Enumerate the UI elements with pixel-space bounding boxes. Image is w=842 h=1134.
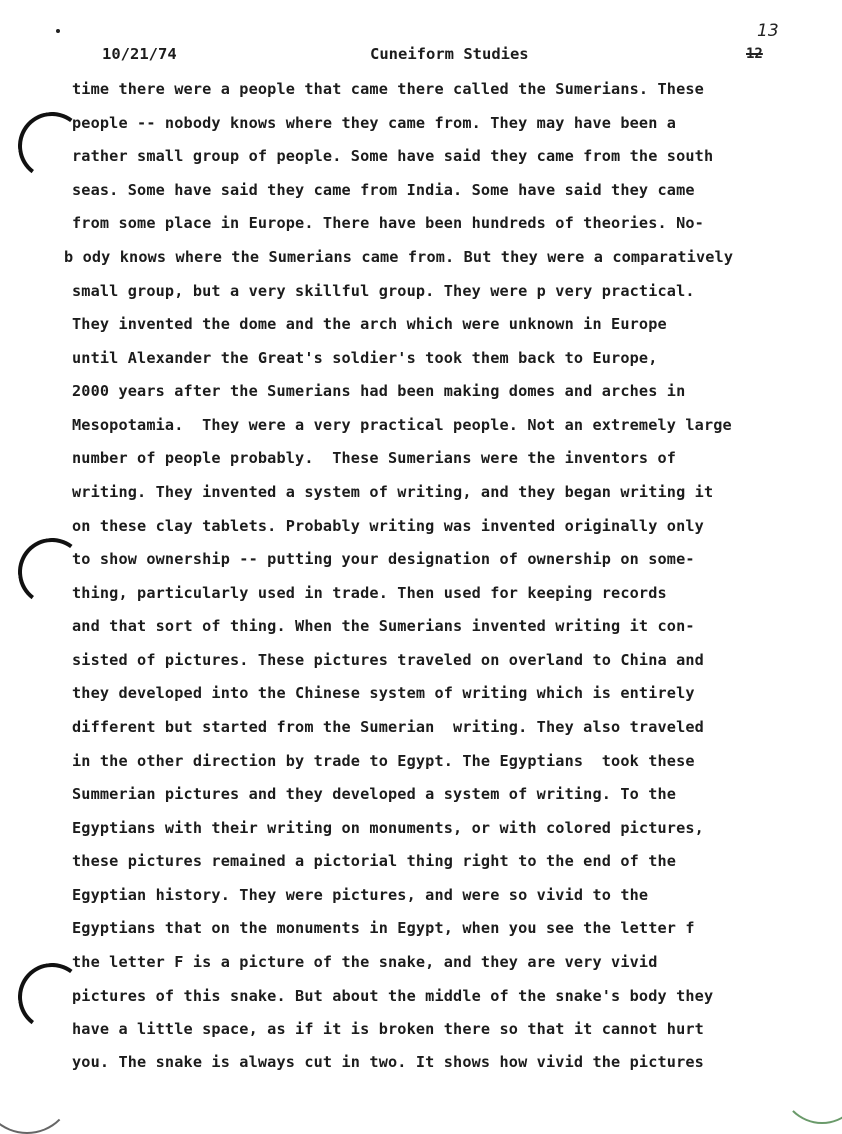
body-line: until Alexander the Great's soldier's took them back to Europe,	[72, 349, 658, 367]
page-corner-bottom-right	[780, 1040, 842, 1124]
body-line: to show ownership -- putting your designation of ownership on some-	[72, 550, 695, 568]
body-line: b ody knows where the Sumerians came from. But they were a comparatively	[64, 248, 734, 266]
body-line: these pictures remained a pictorial thing right to the end of the	[72, 852, 677, 870]
body-line: Egyptians that on the monuments in Egypt, when you see the letter f	[72, 919, 695, 937]
body-line: Mesopotamia. They were a very practical people. Not an extremely large	[72, 416, 732, 434]
body-line: the letter F is a picture of the snake, and they are very vivid	[72, 953, 658, 971]
ink-speck	[56, 29, 60, 33]
body-line: on these clay tablets. Probably writing was invented originally only	[72, 517, 704, 535]
body-line: thing, particularly used in trade. Then used for keeping records	[72, 584, 667, 602]
page-number-handwritten: 13	[757, 21, 779, 41]
body-line: Summerian pictures and they developed a system of writing. To the	[72, 785, 677, 803]
page-corner-bottom-left	[0, 1040, 74, 1134]
body-line: 2000 years after the Sumerians had been making domes and arches in	[72, 382, 686, 400]
body-line: different but started from the Sumerian writing. They also traveled	[72, 718, 704, 736]
body-line: time there were a people that came there called the Sumerians. These	[72, 80, 704, 98]
body-line: seas. Some have said they came from India. Some have said they came	[72, 181, 695, 199]
body-line: sisted of pictures. These pictures traveled on overland to China and	[72, 651, 704, 669]
body-line: you. The snake is always cut in two. It shows how vivid the pictures	[72, 1053, 704, 1071]
body-line: people -- nobody knows where they came from. They may have been a	[72, 114, 677, 132]
body-line: writing. They invented a system of writing, and they began writing it	[72, 483, 714, 501]
body-line: Egyptian history. They were pictures, and were so vivid to the	[72, 886, 649, 904]
body-line: in the other direction by trade to Egypt. The Egyptians took these	[72, 752, 695, 770]
body-line: from some place in Europe. There have been hundreds of theories. No-	[72, 214, 704, 232]
body-line: Egyptians with their writing on monuments, or with colored pictures,	[72, 819, 704, 837]
body-line: rather small group of people. Some have said they came from the south	[72, 147, 714, 165]
page-number-struck: 12	[746, 46, 763, 62]
body-line: they developed into the Chinese system of writing which is entirely	[72, 684, 695, 702]
body-line: pictures of this snake. But about the middle of the snake's body they	[72, 987, 714, 1005]
body-line: They invented the dome and the arch which were unknown in Europe	[72, 315, 667, 333]
header-title: Cuneiform Studies	[370, 45, 529, 63]
body-line: small group, but a very skillful group. They were p very practical.	[72, 282, 695, 300]
header-date: 10/21/74	[102, 45, 177, 63]
body-line: and that sort of thing. When the Sumerians invented writing it con-	[72, 617, 695, 635]
body-line: number of people probably. These Sumerians were the inventors of	[72, 449, 677, 467]
body-line: have a little space, as if it is broken there so that it cannot hurt	[72, 1020, 704, 1038]
